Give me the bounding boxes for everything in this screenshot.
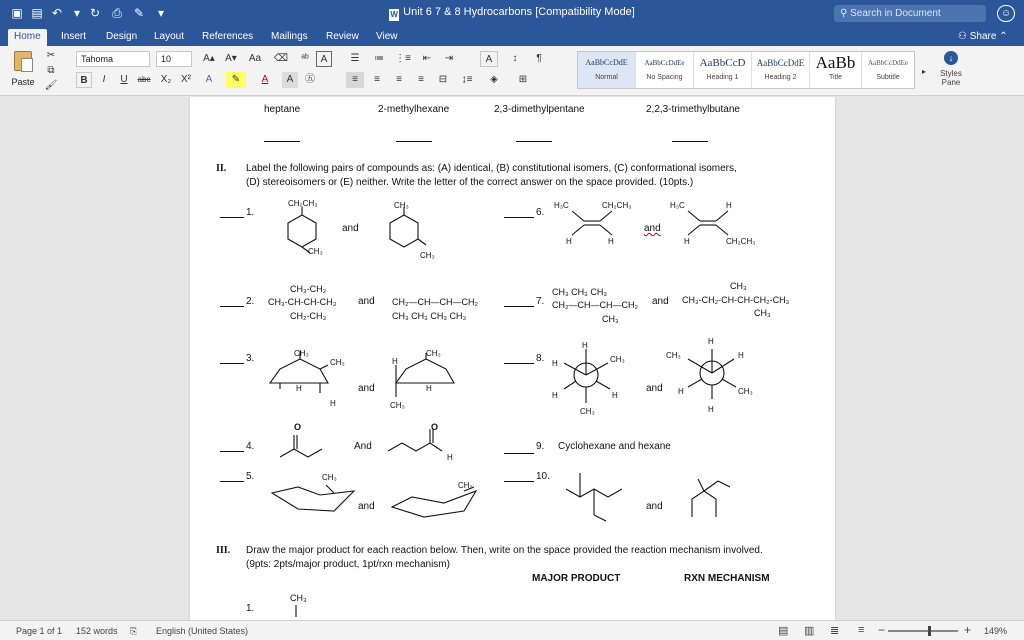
answer-blank-heptane[interactable]	[264, 141, 300, 142]
line-spacing-button[interactable]: ↨≡	[461, 74, 473, 85]
subscript-button[interactable]: X₂	[160, 74, 172, 85]
undo-icon[interactable]: ↶	[51, 6, 63, 20]
answer-blank-3[interactable]	[220, 363, 244, 364]
item-2-left-line1: CH₃-CH₂	[290, 284, 327, 294]
strikethrough-button[interactable]: abc	[137, 75, 151, 84]
styles-gallery	[577, 51, 915, 89]
style-no-spacing[interactable]	[636, 52, 694, 88]
style-preview: AaBb	[815, 53, 856, 72]
page-count[interactable]: Page 1 of 1	[16, 626, 63, 636]
enclose-characters-button[interactable]: ㊄	[305, 74, 315, 85]
item-8-h-label-a1: H	[582, 341, 588, 350]
and-label-5: and	[358, 501, 375, 512]
shrink-font-button[interactable]: A▾	[225, 53, 237, 64]
item-3-h-label-a1: H	[296, 384, 302, 393]
item-5-methyl-label-a: CH₃	[322, 473, 337, 482]
styles-more-icon[interactable]: ▸	[921, 67, 926, 76]
item-9-text: Cyclohexane and hexane	[558, 441, 671, 452]
paste-button[interactable]	[8, 49, 38, 93]
compound-name-heptane: heptane	[264, 104, 301, 115]
section-3-item-1-methyl-label: CH₃	[290, 593, 307, 603]
item-8-h-label-a4: H	[612, 391, 618, 400]
document-canvas[interactable]	[0, 97, 1024, 620]
item-3-methyl-label-b2: CH₃	[390, 401, 405, 410]
answer-blank-5[interactable]	[220, 481, 244, 482]
print-layout-icon[interactable]: ▤	[778, 625, 789, 637]
numbering-button[interactable]: ≔	[374, 53, 384, 64]
zoom-out-icon[interactable]: −	[878, 623, 886, 637]
and-label-6: and	[644, 223, 661, 234]
paste-label: Paste	[11, 77, 35, 87]
style-name: No Spacing	[646, 74, 683, 81]
bold-button[interactable]: B	[76, 72, 92, 88]
style-heading-2[interactable]	[752, 52, 810, 88]
compound-name-2-2-3-trimethylbutane: 2,2,3-trimethylbutane	[646, 104, 740, 115]
item-2-left-line3: CH₂-CH₃	[290, 311, 327, 321]
proofing-icon[interactable]: ⎘	[130, 626, 138, 636]
item-7-right-top: CH₃	[730, 281, 747, 291]
style-preview: AaBbCcDdE	[585, 58, 628, 67]
font-color-button[interactable]: A	[261, 74, 269, 85]
item-7-right-bottom: CH₃	[754, 308, 771, 318]
sidebar-toggle-icon[interactable]: ▣	[11, 6, 23, 20]
item-5-structure-a	[268, 481, 364, 527]
item-2-right-line1: CH₂—CH—CH—CH₂	[392, 297, 478, 307]
tab-home[interactable]: Home	[8, 29, 47, 46]
item-7-left-line3: CH₃	[602, 314, 619, 324]
item-10-structure-b	[684, 471, 744, 527]
style-preview: AaBbCcD	[699, 57, 746, 69]
item-8-methyl-label-b2: CH₃	[738, 387, 753, 396]
item-number-8: 8.	[536, 353, 545, 364]
word-doc-icon: W	[390, 10, 398, 19]
status-bar	[0, 620, 1024, 640]
search-placeholder: Search in Document	[850, 8, 941, 19]
web-layout-icon[interactable]: ▥	[804, 625, 815, 637]
character-border-button[interactable]: A	[316, 51, 332, 67]
redo-icon[interactable]: ↻	[89, 6, 101, 20]
item-6-h3c-label-a: H₃C	[554, 201, 569, 210]
search-input[interactable]	[834, 5, 986, 22]
cut-icon[interactable]: ✂	[46, 50, 56, 61]
zoom-slider-thumb[interactable]	[928, 626, 931, 636]
item-8-h-label-b3: H	[678, 387, 684, 396]
and-label-8: and	[646, 383, 663, 394]
sort-button[interactable]: ↕	[512, 53, 518, 64]
highlight-color-button[interactable]: ✎	[226, 72, 246, 88]
item-1-ethyl-label: CH₂CH₃	[288, 199, 318, 208]
section-3-item-1-structure	[286, 605, 316, 620]
styles-pane-label: Styles Pane	[940, 69, 962, 87]
answer-blank-2-methylhexane[interactable]	[396, 141, 432, 142]
answer-blank-7[interactable]	[504, 306, 534, 307]
account-icon[interactable]: ☺	[997, 5, 1015, 22]
borders-button[interactable]: ⊞	[518, 74, 528, 85]
item-6-h-label-a1: H	[566, 237, 572, 246]
answer-blank-1[interactable]	[220, 217, 244, 218]
answer-blank-8[interactable]	[504, 363, 534, 364]
and-label-1: and	[342, 223, 359, 234]
copy-icon[interactable]: ⧉	[47, 65, 55, 76]
text-effects-button[interactable]: A	[205, 74, 213, 85]
item-8-h-label-a3: H	[552, 391, 558, 400]
answer-blank-2-3-dimethylpentane[interactable]	[516, 141, 552, 142]
item-4-oxygen-label-a: O	[294, 422, 302, 432]
decrease-indent-button[interactable]: ⇤	[422, 53, 432, 64]
share-label: Share	[969, 31, 997, 42]
item-number-5: 5.	[246, 471, 255, 482]
section-2-number: II.	[216, 163, 227, 174]
style-heading-1[interactable]	[694, 52, 752, 88]
item-4-structure-b	[386, 423, 456, 463]
style-preview: AaBbCcDdEe	[644, 59, 685, 67]
style-name: Subtitle	[876, 74, 900, 81]
superscript-button[interactable]: X²	[181, 74, 191, 85]
language-indicator[interactable]: English (United States)	[156, 626, 249, 636]
item-number-4: 4.	[246, 441, 255, 452]
item-10-structure-a	[562, 467, 632, 523]
style-normal[interactable]	[578, 52, 636, 88]
item-1-methyl-label-b: CH₃	[394, 201, 409, 210]
align-center-button[interactable]: ≡	[374, 74, 380, 85]
item-6-ethyl-label-b: CH₂CH₃	[726, 237, 756, 246]
item-6-h-label-b1: H	[726, 201, 732, 210]
font-name-select[interactable]	[76, 51, 150, 67]
change-case-button[interactable]: Aa	[248, 53, 262, 64]
item-1-methyl-label-a: CH₃	[308, 247, 323, 256]
item-number-3: 3.	[246, 353, 255, 364]
italic-button[interactable]: I	[102, 74, 106, 85]
font-size-value: 10	[161, 54, 172, 64]
increase-indent-button[interactable]: ⇥	[444, 53, 454, 64]
item-3-h-label-b2: H	[426, 384, 432, 393]
section-3-number: III.	[216, 545, 231, 556]
font-size-select[interactable]	[156, 51, 192, 67]
underline-button[interactable]: U	[120, 74, 128, 85]
save-icon[interactable]: ▤	[31, 6, 43, 20]
item-3-methyl-label-a2: CH₃	[330, 358, 345, 367]
item-8-methyl-label-b1: CH₃	[666, 351, 681, 360]
and-label-3: and	[358, 383, 375, 394]
shading-button[interactable]: ◈	[490, 74, 498, 85]
section-2-instruction-line1: Label the following pairs of compounds as: (A) identical, (B) constitutional isomers, (C) conformational isomers,	[246, 163, 737, 174]
and-label-7: and	[652, 296, 669, 307]
focus-view-icon[interactable]: ≡	[858, 624, 865, 636]
search-icon: ⚲	[840, 8, 851, 19]
and-label-10: and	[646, 501, 663, 512]
item-8-h-label-b4: H	[708, 405, 714, 414]
item-8-methyl-label-a2: CH₃	[580, 407, 595, 416]
section-3-instruction-line2: (9pts: 2pts/major product, 1pt/rxn mechanism)	[246, 559, 450, 570]
item-8-methyl-label-a1: CH₃	[610, 355, 625, 364]
and-label-2: and	[358, 296, 375, 307]
clear-formatting-button[interactable]: ⌫	[273, 53, 289, 64]
answer-blank-2[interactable]	[220, 306, 244, 307]
item-3-h-label-b1: H	[392, 357, 398, 366]
style-name: Heading 1	[706, 74, 739, 81]
answer-blank-2-2-3-trimethylbutane[interactable]	[672, 141, 708, 142]
style-title[interactable]	[810, 52, 862, 88]
ribbon-home	[0, 46, 1024, 96]
align-left-button[interactable]: ≡	[346, 72, 364, 88]
answer-blank-9[interactable]	[504, 453, 534, 454]
item-5-structure-b	[388, 487, 488, 531]
tab-view[interactable]: View	[376, 31, 398, 42]
share-button[interactable]: ⚇ Share ⌃	[958, 31, 1008, 42]
tab-review[interactable]: Review	[326, 31, 359, 42]
answer-blank-10[interactable]	[504, 481, 534, 482]
style-preview: AaBbCcDdE	[756, 58, 805, 68]
clipboard-icon	[14, 51, 32, 71]
tab-design[interactable]: Design	[106, 31, 138, 42]
item-7-right-line: CH₃-CH₂-CH-CH-CH₂-CH₃	[682, 295, 790, 305]
print-icon[interactable]: ⎙	[112, 6, 122, 20]
multilevel-list-button[interactable]: ⋮≡	[395, 53, 411, 64]
zoom-slider[interactable]	[888, 630, 958, 632]
styles-pane-icon: ↓	[944, 51, 958, 65]
item-6-h-label-b2: H	[684, 237, 690, 246]
item-number-7: 7.	[536, 296, 545, 307]
item-8-h-label-b2: H	[738, 351, 744, 360]
style-preview: AaBbCcDdEe	[867, 59, 909, 67]
item-2-left-line2: CH₃-CH-CH-CH₃	[268, 297, 337, 307]
compound-name-2-methylhexane: 2-methylhexane	[378, 104, 450, 115]
item-7-left-line1: CH₃ CH₃ CH₃	[552, 287, 607, 297]
item-7-left-line2: CH₂—CH—CH—CH₂	[552, 300, 638, 310]
window-title-text: Unit 6 7 & 8 Hydrocarbons [Compatibility Mode]	[403, 6, 635, 18]
answer-blank-6[interactable]	[504, 217, 534, 218]
item-8-h-label-a2: H	[552, 359, 558, 368]
item-number-1: 1.	[246, 207, 255, 218]
item-6-h3c-label-b: H₃C	[670, 201, 685, 210]
title-bar	[0, 0, 1024, 27]
item-6-ethyl-label-a: CH₂CH₃	[602, 201, 632, 210]
item-4-structure-a	[278, 423, 338, 463]
phonetic-guide-button[interactable]: ᵃᵇ	[301, 53, 309, 64]
quick-access-dropdown-icon[interactable]: ▾	[157, 6, 165, 20]
item-5-methyl-label-b: CH₃	[458, 481, 473, 490]
item-8-h-label-b1: H	[708, 337, 714, 346]
item-6-h-label-a2: H	[608, 237, 614, 246]
answer-blank-4[interactable]	[220, 451, 244, 452]
item-number-10: 10.	[536, 471, 550, 482]
show-formatting-icon[interactable]: ¶	[536, 53, 542, 64]
zoom-level[interactable]: 149%	[984, 626, 1008, 636]
and-label-4: And	[354, 441, 372, 452]
item-3-methyl-label-b1: CH₃	[426, 349, 441, 358]
outline-view-icon[interactable]: ≣	[830, 625, 840, 637]
bullets-button[interactable]: ☰	[350, 53, 360, 64]
item-4-h-label: H	[447, 453, 453, 462]
format-painter-icon[interactable]: 🖌	[44, 80, 58, 91]
share-icon: ⚇	[958, 31, 970, 42]
column-header-major-product: MAJOR PRODUCT	[532, 573, 621, 584]
zoom-in-icon[interactable]: +	[964, 623, 972, 637]
compound-name-2-3-dimethylpentane: 2,3-dimethylpentane	[494, 104, 585, 115]
character-shading-button[interactable]: A	[282, 72, 298, 88]
item-2-right-line2: CH₃ CH₃ CH₃ CH₃	[392, 311, 467, 321]
asian-layout-button[interactable]: A	[480, 51, 498, 67]
section-2-instruction-line2: (D) stereoisomers or (E) neither. Write the letter of the correct answer on the space provided. (10pts.)	[246, 177, 694, 188]
tab-references[interactable]: References	[202, 31, 254, 42]
word-count[interactable]: 152 words	[76, 626, 118, 636]
tab-insert[interactable]: Insert	[61, 31, 87, 42]
item-4-oxygen-label-b: O	[431, 422, 439, 432]
undo-dropdown-icon[interactable]: ▾	[73, 6, 81, 20]
style-subtitle[interactable]	[862, 52, 914, 88]
document-page[interactable]	[190, 97, 835, 620]
tab-mailings[interactable]: Mailings	[271, 31, 308, 42]
ribbon-tabs	[0, 27, 1024, 46]
justify-button[interactable]: ≡	[418, 74, 424, 85]
distributed-button[interactable]: ⊟	[438, 74, 448, 85]
grow-font-button[interactable]: A▴	[203, 53, 215, 64]
style-name: Heading 2	[764, 74, 797, 81]
item-number-9: 9.	[536, 441, 545, 452]
align-right-button[interactable]: ≡	[396, 74, 402, 85]
item-8-newman-b	[676, 337, 756, 417]
item-1-methyl-label-c: CH₃	[420, 251, 435, 260]
style-name: Normal	[595, 74, 618, 81]
item-number-6: 6.	[536, 207, 545, 218]
item-3-h-label-a2: H	[330, 399, 336, 408]
style-name: Title	[829, 74, 842, 81]
column-header-rxn-mechanism: RXN MECHANISM	[684, 573, 770, 584]
item-number-2: 2.	[246, 296, 255, 307]
customize-icon[interactable]: ✎	[133, 6, 145, 20]
item-3-methyl-label-a1: CH₃	[294, 349, 309, 358]
tab-layout[interactable]: Layout	[154, 31, 185, 42]
styles-pane-button[interactable]	[936, 51, 966, 87]
section-3-instruction-line1: Draw the major product for each reaction below. Then, write on the space provided the reaction mechanism involved.	[246, 545, 763, 556]
section-3-item-1-number: 1.	[246, 603, 255, 614]
font-name-value: Tahoma	[81, 54, 114, 64]
